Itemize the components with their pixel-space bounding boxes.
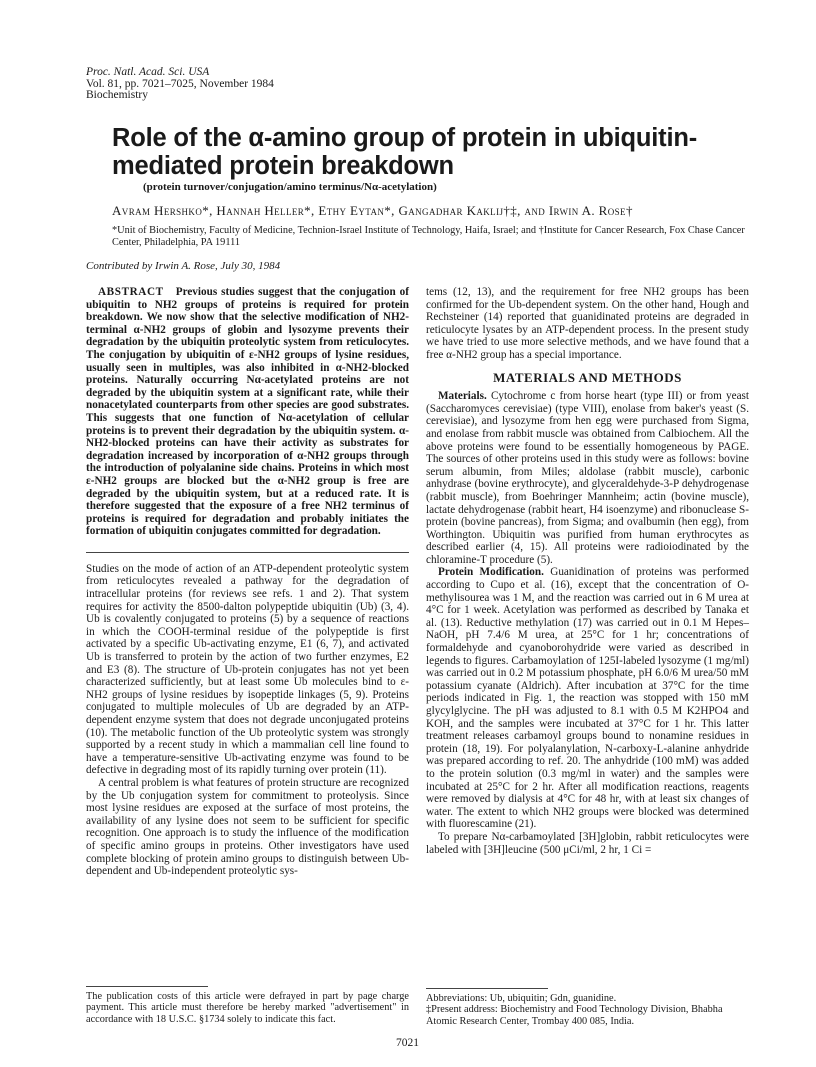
publication-cost-text: The publication costs of this article were defrayed in part by page charge payment. This article must therefore be hereby marked "advertisement" in accordance with 18 U.S.C. §1734 solely to indicate this fact. [86, 991, 409, 1025]
keywords: (protein turnover/conjugation/amino terminus/Nα-acetylation) [143, 181, 437, 193]
abstract [86, 286, 409, 538]
journal-volume: Vol. 81, pp. 7021–7025, November 1984 [86, 77, 274, 90]
intro-paragraph-2-continued: tems (12, 13), and the requirement for free NH2 groups has been confirmed for the Ub-dependent system. On the other hand, Hough and Rechsteiner (14) reported that guanidinated proteins are degraded in reticulocyte lysates by an ATP-dependent process. In the present study we have tried to use more selective methods, and we have found that a free α-NH2 group has a special importance. [426, 286, 749, 361]
publication-cost-note [86, 991, 409, 1025]
abstract-text: Previous studies suggest that the conjugation of ubiquitin to NH2 groups of proteins is required for protein breakdown. We now show that the selective modification of NH2-terminal α-NH2 groups of globin and lysozyme prevents their degradation by the ubiquitin proteolytic system from reticulocytes. The conjugation by ubiquitin of ε-NH2 groups of lysine residues, usually seen in multiples, was also inhibited in α-NH2-blocked proteins. Naturally occurring Nα-acetylated proteins are not degraded by the ubiquitin system at a significant rate, while their nonacetylated counterparts from other species are good substrates. This suggests that one function of Nα-acetylation of cellular proteins is to prevent their degradation by the ubiquitin system. α-NH2-blocked proteins can have their activity as substrates for degradation increased by incorporation of α-NH2 groups through the introduction of polyalanine side chains. Proteins in which most ε-NH2 groups are blocked but the α-NH2 group is free are degraded by the ubiquitin system, but at a reduced rate. It is therefore suggested that the exposure of a free NH2 terminus of proteins is required for degradation and probably initiates the formation of ubiquitin conjugates committed for degradation. [86, 286, 409, 538]
modification-text: Guanidination of proteins was performed according to Cupo et al. (16), except that the concentration of O-methylisourea was 1 M, and the reaction was carried out in 6 M urea at 4°C for 1 week. Acetylation was performed as described by Tanaka et al. (13). Reductive methylation (17) was carried out in 0.1 M Hepes–NaOH, pH 7.4/6 M urea, at 25°C for 1 hr; concentrations of formaldehyde and cyanoborohydride were varied as described in legends to figures. Carbamoylation of 125I-labeled lysozyme (1 mg/ml) was carried out in 0.2 M potassium phosphate, pH 6.0/6 M urea/50 mM potassium cyanate (Aldrich). After incubation at 37°C for the time periods indicated in Fig. 1, the reaction was stopped with 150 mM glycylglycine. The pH was adjusted to 8.1 with 0.5 M K2HPO4 and KOH, and the samples were incubated at 37°C for 1 hr. This latter treatment releases carbamoyl groups bound to nonamine residues in protein (18, 19). For polyalanylation, N-carboxy-L-alanine anhydride was prepared according to ref. 20. The anhydride (100 mM) was added to the protein solution (0.3 mg/ml in water) and the samples were incubated at 25°C for 2 hr. After all modification reactions, reagents were removed by dialysis at 4°C for 48 hr, with at least six changes of water. The extent to which NH2 groups were blocked was determined with fluorescamine (21). [426, 566, 750, 831]
footnotes-right [426, 993, 749, 1027]
right-column [426, 286, 749, 856]
journal-name: Proc. Natl. Acad. Sci. USA [86, 66, 210, 78]
article-title: Role of the α-amino group of protein in ubiquitin-mediated protein breakdown [112, 124, 698, 180]
author-list: Avram Hershko*, Hannah Heller*, Ethy Eytan*, Gangadhar Kaklij†‡, and Irwin A. Rose† [112, 203, 633, 218]
present-address-note: ‡Present address: Biochemistry and Food Technology Division, Bhabha Atomic Research Center, Trombay 400 085, India. [426, 1004, 723, 1027]
abstract-heading: ABSTRACT [98, 286, 164, 298]
journal-section: Biochemistry [86, 89, 148, 101]
globin-paragraph: To prepare Nα-carbamoylated [3H]globin, rabbit reticulocytes were labeled with [3H]leucine (500 μCi/ml, 2 hr, 1 Ci = [426, 830, 749, 856]
abstract-divider [86, 552, 409, 553]
materials-paragraph [426, 390, 749, 566]
left-column [86, 286, 409, 878]
materials-run-head: Materials. [438, 390, 487, 403]
journal-header [86, 67, 274, 102]
affiliations: *Unit of Biochemistry, Faculty of Medicine, Technion-Israel Institute of Technology, Haifa, Israel; and †Institute for Cancer Research, Fox Chase Cancer Center, Philadelphia, PA 19111 [112, 225, 745, 248]
methods-heading: MATERIALS AND METHODS [493, 369, 682, 385]
intro-paragraph-1: Studies on the mode of action of an ATP-dependent proteolytic system from reticulocytes revealed a pathway for the degradation of intracellular proteins (for reviews see refs. 1 and 2). That system requires for activity the 8500-dalton polypeptide ubiquitin (Ub) (3, 4). Ub is covalently conjugated to proteins (5) by a sequence of reactions in which the COOH-terminal residue of the polypeptide is first activated by a specific Ub-activating enzyme, E1 (6, 7), and activated Ub is transferred to protein by the action of two further enzymes, E2 and E3 (8). The structure of Ub-protein conjugates has not yet been characterized sufficiently, but at least some Ub molecules bind to ε-NH2 groups of lysine residues by isopeptide linkages (5, 9). Proteins conjugated to multiple molecules of Ub are degraded by an ATP-dependent enzyme system that does not degrade unconjugated proteins (10). The metabolic function of the Ub proteolytic system was strongly supported by a recent study in which a mammalian cell line found to have a temperature-sensitive Ub-activating enzyme was found to be defective in degrading most of its rapidly turning over protein (11). [86, 562, 409, 777]
materials-text: Cytochrome c from horse heart (type III) or from yeast (Saccharomyces cerevisiae) (type VIII), enolase from baker's yeast (S. cerevisiae), and lysozyme from hen egg were purchased from Sigma, and enolase from rabbit muscle was obtained from Calbiochem. All the above proteins were found to be essentially homogeneous by PAGE. The sources of other proteins used in this study were as follows: bovine serum albumin, from Miles; aldolase (rabbit muscle), carbonic anhydrase (bovine erythrocyte), and glyceraldehyde-3-P dehydrogenase (rabbit muscle), from Boehringer Mannheim; actin (bovine muscle), lactate dehydrogenase (rabbit heart, H4 isoenzyme) and ribonuclease S-protein (bovine pancreas), from Sigma; and ovalbumin (hen egg), from Worthington. Ubiquitin was purified from human erythrocytes as described earlier (4, 15). All proteins were radioiodinated by the chloramine-T procedure (5). [426, 390, 749, 566]
abbreviations-note: Abbreviations: Ub, ubiquitin; Gdn, guanidine. [426, 993, 617, 1004]
page-number: 7021 [396, 1037, 419, 1049]
intro-paragraph-2: A central problem is what features of protein structure are recognized by the Ub conjugation system for commitment to proteolysis. Since most lysine residues are exposed at the surface of most proteins, the availability of any lysine does not seem to be sufficient for specific recognition. One approach is to study the influence of the modification of specific amino groups in proteins. Other investigators have used complete blocking of protein amino groups to distinguish between Ub-dependent and Ub-independent proteolytic sys- [86, 776, 409, 878]
footnote-rule-right [426, 988, 548, 989]
footnote-rule-left [86, 986, 208, 987]
modification-run-head: Protein Modification. [438, 566, 544, 579]
contributed-by: Contributed by Irwin A. Rose, July 30, 1984 [86, 260, 281, 272]
modification-paragraph [426, 566, 749, 830]
